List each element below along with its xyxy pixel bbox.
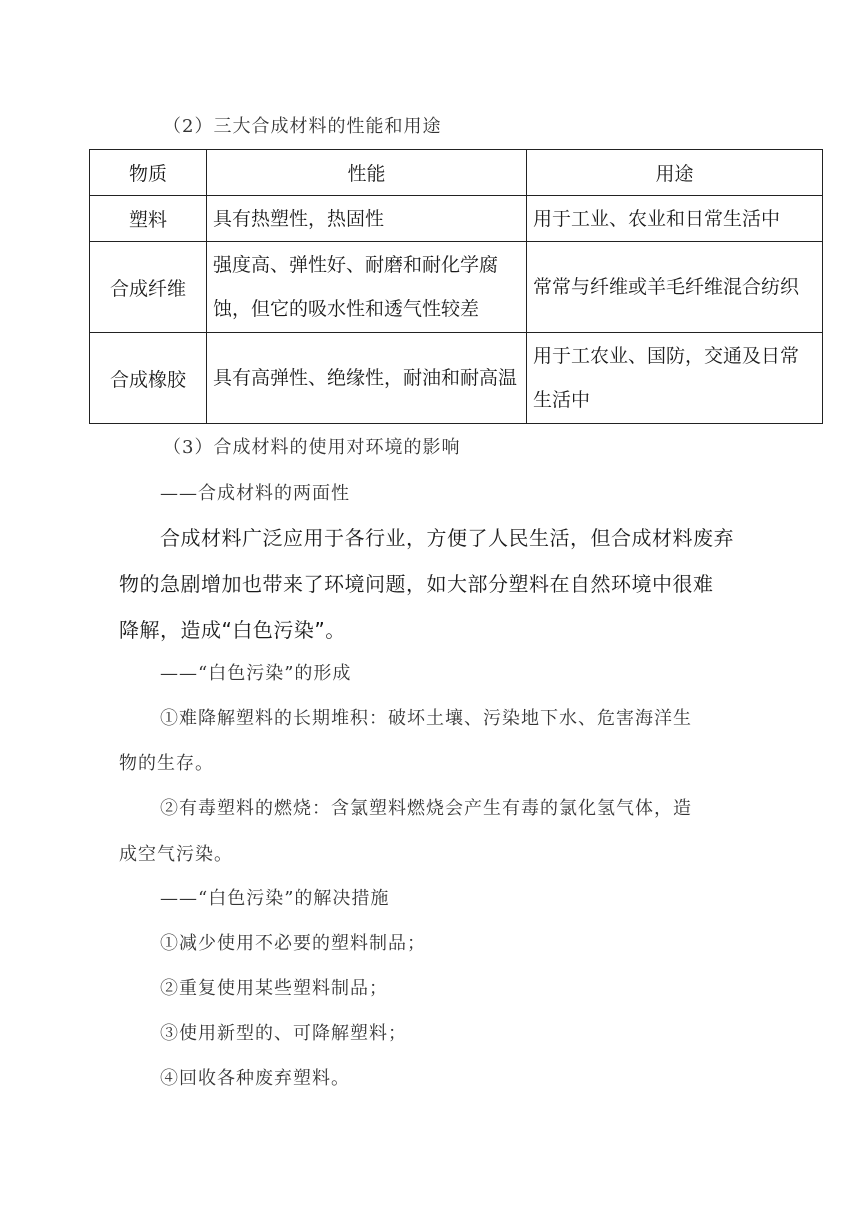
table-header-cell: 用途: [527, 150, 823, 196]
formation-item-line: ①难降解塑料的长期堆积：破坏土壤、污染地下水、危害海洋生: [160, 708, 692, 729]
materials-table: [89, 149, 823, 424]
formation-item-line: 成空气污染。: [119, 844, 233, 865]
table-header-row: [90, 150, 823, 196]
subheading-measures: ——“白色污染”的解决措施: [160, 888, 390, 909]
paragraph-line: 降解，造成“白色污染”。: [119, 618, 346, 642]
measure-item: ③使用新型的、可降解塑料；: [160, 1023, 407, 1044]
formation-item-line: 物的生存。: [119, 753, 214, 774]
usage-cell: 常常与纤维或羊毛纤维混合纺织: [527, 242, 823, 333]
material-name-cell: 合成纤维: [90, 242, 207, 333]
measure-item: ④回收各种废弃塑料。: [160, 1068, 350, 1089]
measure-item: ①减少使用不必要的塑料制品；: [160, 933, 426, 954]
section-heading-2: （2）三大合成材料的性能和用途: [163, 116, 442, 137]
paragraph-line: 合成材料广泛应用于各行业，方便了人民生活，但合成材料废弃: [160, 526, 734, 550]
subheading-two-sides: ——合成材料的两面性: [160, 483, 350, 504]
usage-cell: 用于工业、农业和日常生活中: [527, 196, 823, 242]
performance-cell: 具有热塑性，热固性: [207, 196, 527, 242]
table-header-cell: 物质: [90, 150, 207, 196]
usage-cell: 用于工农业、国防，交通及日常生活中: [527, 333, 823, 424]
subheading-formation: ——“白色污染”的形成: [160, 663, 352, 684]
section-heading-3: （3）合成材料的使用对环境的影响: [163, 437, 461, 458]
paragraph-line: 物的急剧增加也带来了环境问题，如大部分塑料在自然环境中很难: [119, 572, 714, 596]
performance-cell: 强度高、弹性好、耐磨和耐化学腐蚀，但它的吸水性和透气性较差: [207, 242, 527, 333]
table-row: [90, 333, 823, 424]
table-row: [90, 196, 823, 242]
material-name-cell: 合成橡胶: [90, 333, 207, 424]
measure-item: ②重复使用某些塑料制品；: [160, 978, 388, 999]
performance-cell: 具有高弹性、绝缘性，耐油和耐高温: [207, 333, 527, 424]
formation-item-line: ②有毒塑料的燃烧：含氯塑料燃烧会产生有毒的氯化氢气体，造: [160, 798, 692, 819]
table-row: [90, 242, 823, 333]
table-header-cell: 性能: [207, 150, 527, 196]
material-name-cell: 塑料: [90, 196, 207, 242]
